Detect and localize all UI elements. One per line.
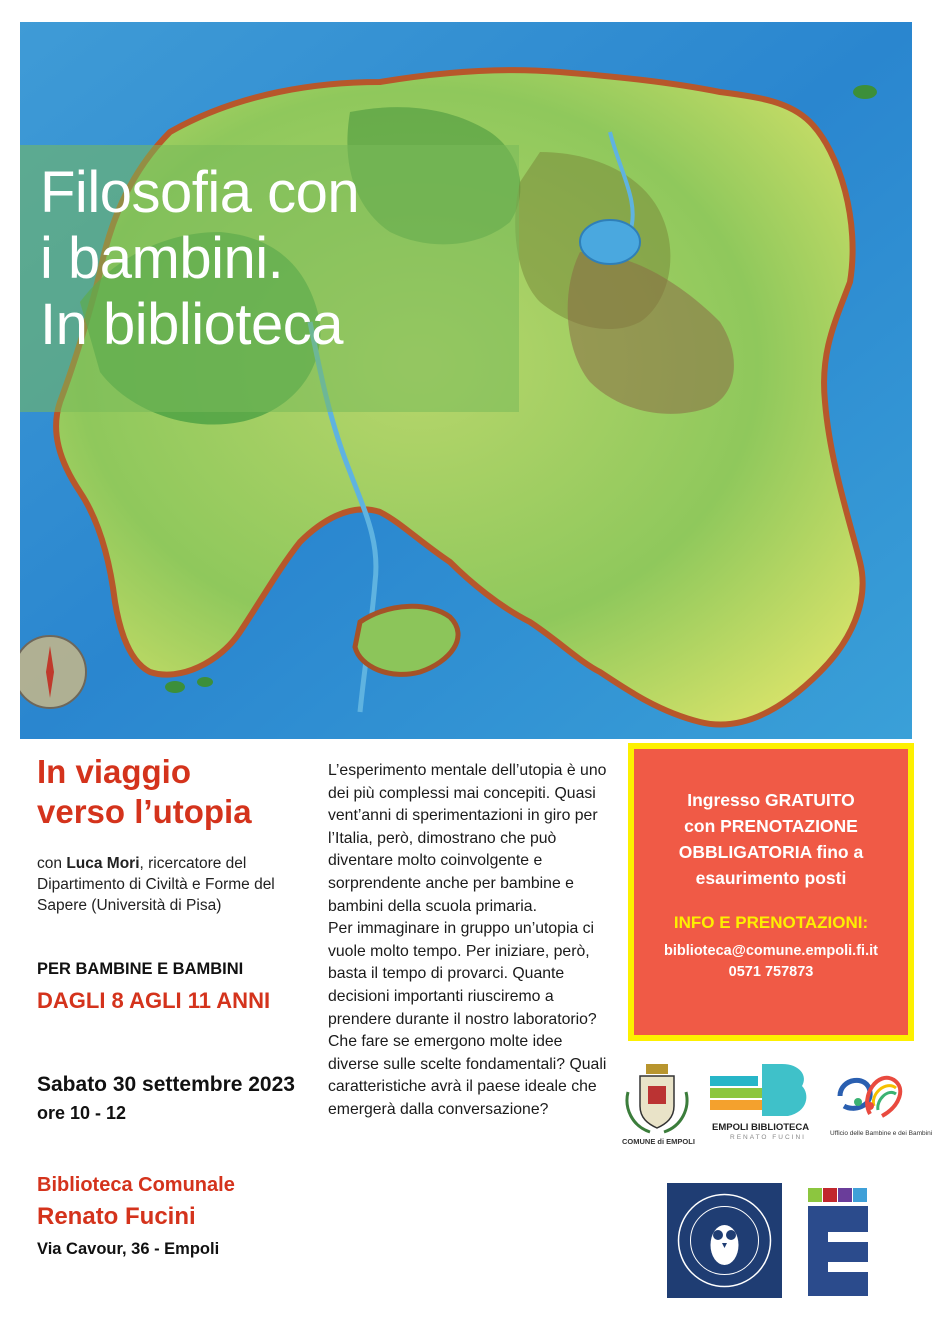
speaker-info [37,853,327,916]
subtitle-line: In viaggio [37,753,192,790]
info-box-inner [634,749,908,1035]
venue-name-line1: Biblioteca Comunale [37,1174,235,1196]
comune-caption: COMUNE di EMPOLI [622,1137,695,1146]
title-line: i bambini. [40,226,284,291]
venue-address: Via Cavour, 36 - Empoli [37,1240,220,1258]
event-subtitle [37,752,327,832]
admission-info [634,787,908,891]
comune-empoli-crest-icon [622,1062,692,1140]
university-department-seal-icon [667,1183,782,1298]
info-box [628,743,914,1041]
admission-line: OBBLIGATORIA fino a [678,842,864,862]
venue-name-line2: Renato Fucini [37,1203,196,1230]
biblioteca-subcaption: RENATO FUCINI [730,1134,806,1141]
contact-phone[interactable]: 0571 757873 [728,964,814,980]
e-logo-icon [808,1188,868,1296]
ufficio-caption: Ufficio delle Bambine e dei Bambini [830,1130,933,1137]
audience-age: DAGLI 8 AGLI 11 ANNI [37,988,271,1013]
admission-line: con PRENOTAZIONE [684,816,858,836]
speaker-prefix: con [37,855,67,872]
title-line: Filosofia con [40,160,360,225]
speaker-role: , ricercatore del Dipartimento di Civiltà e Forme del Sapere (Università di Pisa) [37,855,275,914]
biblioteca-caption: EMPOLI BIBLIOTECA [712,1122,810,1133]
ufficio-bambini-logo-icon [830,1066,910,1126]
event-time: ore 10 - 12 [37,1103,127,1123]
contact-info [634,941,908,983]
audience-label: PER BAMBINE E BAMBINI [37,960,244,978]
event-description: L’esperimento mentale dell’utopia è uno dei più complessi mai concepiti. Quasi vent’anni di sperimentazioni in giro per l’Italia, però, dimostrano che può diventare molto coinvolgente e sorprendente anche per bambine e bambini della scuola primaria. Per immaginare in gruppo un’utopia ci vuole molto tempo. Per iniziare, però, basta il tempo di provarci. Quante decisioni importanti riusciremo a prendere durante il nostro laboratorio? Che fare se emergono molte idee diverse sulle scelte fondamentali? Quali caratteristiche avrà il paese ideale che emergerà dalla conversazione? [328,762,607,1118]
event-date: Sabato 30 settembre 2023 [37,1073,295,1096]
contact-email[interactable]: biblioteca@comune.empoli.fi.it [664,943,878,959]
speaker-name: Luca Mori [66,855,140,872]
title-line: In biblioteca [40,292,344,357]
page-title [40,160,359,358]
empoli-biblioteca-logo-icon [710,1062,810,1122]
admission-line: Ingresso GRATUITO [687,790,855,810]
info-heading: INFO E PRENOTAZIONI: [673,913,869,932]
admission-line: esaurimento posti [695,868,847,888]
subtitle-line: verso l’utopia [37,793,252,830]
